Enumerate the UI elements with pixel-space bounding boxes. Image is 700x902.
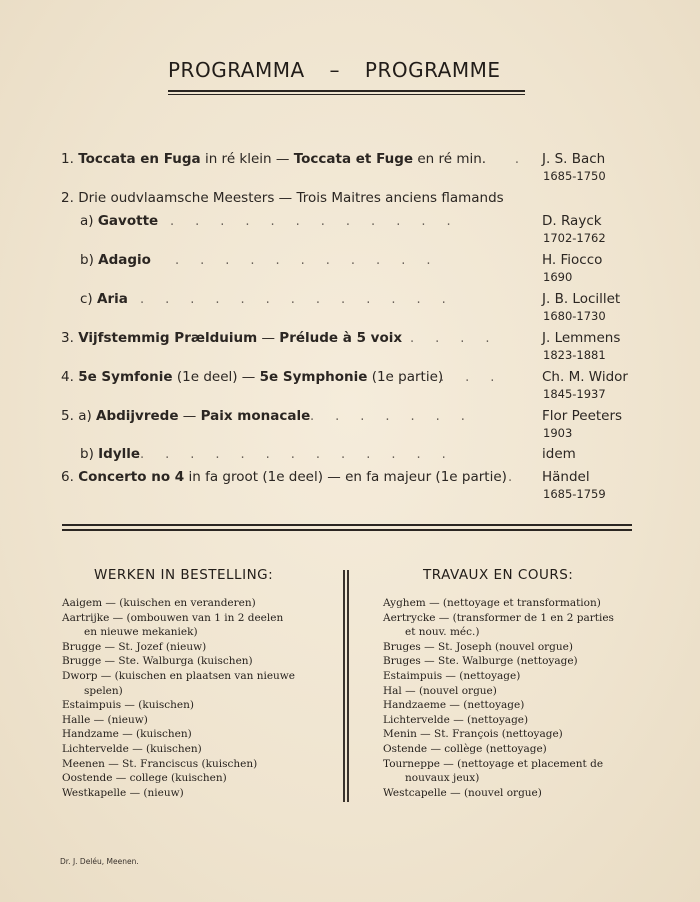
list-item: Hal — (nouvel orgue): [383, 684, 497, 697]
list-item: Oostende — college (kuischen): [62, 772, 227, 785]
item-number: 6.: [61, 469, 74, 485]
leader-dots: .............: [140, 292, 467, 307]
work-key: in fa groot (1e deel) — en fa majeur (1e partie): [184, 469, 507, 485]
works-nl-heading: WERKEN IN BESTELLING:: [94, 567, 274, 583]
program-item-2: [61, 190, 521, 206]
list-item: Brugge — Ste. Walburga (kuischen): [62, 655, 253, 668]
composer: idem: [542, 446, 576, 462]
composer-years: 1690: [543, 270, 573, 284]
composer-years: 1903: [543, 426, 573, 440]
group-title: Drie oudvlaamsche Meesters — Trois Maitres anciens flamands: [78, 190, 504, 206]
composer: D. Rayck: [542, 213, 602, 229]
list-item: Lichtervelde — (nettoyage): [383, 713, 529, 726]
work-title-nl: Vijfstemmig Prælduium: [78, 330, 258, 346]
work-key-nl: in ré klein —: [200, 151, 294, 167]
item-letter: a): [80, 213, 94, 229]
list-item: Aartrijke — (ombouwen van 1 in 2 deelen: [62, 611, 284, 624]
item-letter: c): [80, 291, 93, 307]
list-item: Meenen — St. Franciscus (kuischen): [62, 757, 258, 770]
composer-years: 1685-1759: [543, 487, 606, 501]
section-rule-lower: [62, 529, 632, 531]
composer-years: 1702-1762: [543, 231, 606, 245]
title-dutch: PROGRAMMA: [168, 58, 305, 82]
item-letter: b): [80, 446, 94, 462]
list-item: Estaimpuis — (nettoyage): [383, 669, 521, 682]
leader-dots: .: [508, 470, 514, 485]
list-item: Ostende — collège (nettoyage): [383, 742, 547, 755]
program-item-6: [61, 469, 531, 485]
list-item: Westkapelle — (nieuw): [62, 786, 184, 799]
list-item: Dworp — (kuischen en plaatsen van nieuwe: [62, 669, 295, 682]
composer-years: 1823-1881: [543, 348, 606, 362]
composer: J. Lemmens: [542, 330, 621, 346]
work-title: Idylle: [98, 446, 141, 462]
list-item: nouvaux jeux): [405, 772, 480, 785]
leader-dots: ....: [410, 331, 511, 346]
item-letter: b): [80, 252, 94, 268]
work-title: Adagio: [98, 252, 151, 268]
works-nl-list: [62, 596, 295, 800]
leader-dots: ............: [170, 214, 472, 229]
list-item: Brugge — St. Jozef (nieuw): [62, 640, 207, 653]
composer: Ch. M. Widor: [542, 369, 628, 385]
composer: J. S. Bach: [542, 151, 606, 167]
composer: J. B. Locillet: [542, 291, 621, 307]
work-title-nl: Abdijvrede: [96, 408, 179, 424]
leader-dots: .......: [310, 409, 486, 424]
list-item: Handzame — (kuischen): [62, 728, 192, 741]
works-fr-heading: TRAVAUX EN COURS:: [423, 567, 574, 583]
composer-years: 1680-1730: [543, 309, 606, 323]
item-letter: a): [78, 408, 97, 424]
list-item: Tourneppe — (nettoyage et placement de: [383, 757, 604, 770]
printer-credit: Dr. J. Deléu, Meenen.: [60, 857, 139, 866]
work-title-fr: Prélude à 5 voix: [279, 330, 403, 346]
work-title: Gavotte: [97, 213, 159, 229]
title-separator: —: [178, 408, 201, 424]
column-divider-second: [347, 570, 349, 802]
work-part-fr: (1e partie): [367, 369, 444, 385]
leader-dots: .............: [140, 447, 467, 462]
work-part-nl: (1e deel) —: [172, 369, 260, 385]
list-item: Aertrycke — (transformer de 1 en 2 parties: [383, 611, 614, 624]
title-dash: –: [329, 58, 341, 82]
list-item: Halle — (nieuw): [62, 713, 148, 726]
list-item: Bruges — Ste. Walburge (nettoyage): [383, 655, 578, 668]
composer: H. Fiocco: [542, 252, 603, 268]
list-item: Westcapelle — (nouvel orgue): [383, 786, 542, 799]
item-number: 2.: [61, 190, 74, 206]
title-separator: —: [257, 330, 280, 346]
list-item: et nouv. méc.): [405, 626, 480, 639]
leader-dots: ...: [440, 370, 516, 385]
item-number: 1.: [61, 151, 74, 167]
composer-years: 1845-1937: [543, 387, 606, 401]
list-item: Bruges — St. Joseph (nouvel orgue): [383, 640, 573, 653]
list-item: en nieuwe mekaniek): [84, 626, 198, 639]
work-title: Concerto no 4: [78, 469, 185, 485]
item-number: 3.: [61, 330, 74, 346]
work-title-nl: Toccata en Fuga: [78, 151, 201, 167]
list-item: spelen): [84, 684, 123, 697]
title-french: PROGRAMME: [364, 58, 501, 82]
composer: Flor Peeters: [542, 408, 623, 424]
works-fr-list: [383, 596, 614, 800]
list-item: Estaimpuis — (kuischen): [62, 699, 194, 712]
list-item: Handzaeme — (nettoyage): [383, 699, 525, 712]
list-item: Menin — St. François (nettoyage): [383, 728, 563, 741]
work-title: Aria: [97, 291, 128, 307]
item-number: 4.: [61, 369, 74, 385]
work-title-fr: Paix monacale: [200, 408, 311, 424]
list-item: Ayghem — (nettoyage et transformation): [383, 597, 601, 609]
work-title-fr: 5e Symphonie: [259, 369, 368, 385]
list-item: Lichtervelde — (kuischen): [62, 742, 202, 755]
composer-years: 1685-1750: [543, 169, 606, 183]
section-rule: [62, 524, 632, 526]
program-item-1: [61, 151, 521, 167]
list-item: Aaigem — (kuischen en veranderen): [62, 597, 256, 609]
leader-dots: .: [514, 152, 520, 167]
work-title-nl: 5e Symfonie: [78, 369, 173, 385]
work-key-fr: en ré min.: [413, 151, 487, 167]
column-divider: [343, 570, 345, 802]
item-number: 5.: [61, 408, 74, 424]
composer: Händel: [542, 469, 590, 485]
work-title-fr: Toccata et Fuge: [293, 151, 414, 167]
leader-dots: ...........: [175, 253, 452, 268]
